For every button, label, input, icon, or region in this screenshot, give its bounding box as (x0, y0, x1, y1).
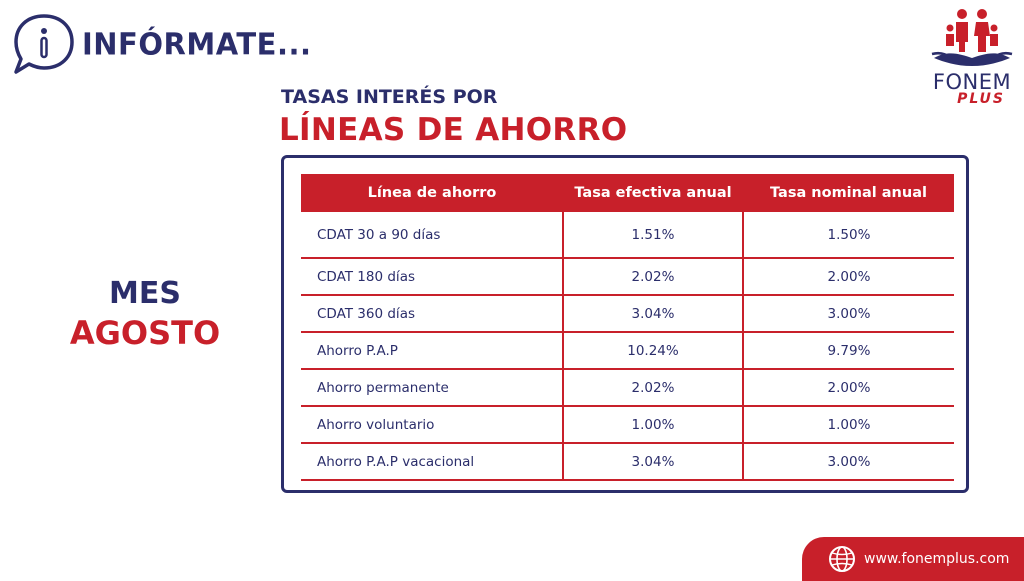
nominal-rate: 1.50% (743, 212, 954, 258)
column-header-nominal: Tasa nominal anual (743, 174, 954, 212)
effective-rate: 1.00% (563, 406, 743, 443)
savings-line-name: Ahorro P.A.P (301, 332, 563, 369)
nominal-rate: 2.00% (743, 369, 954, 406)
effective-rate: 3.04% (563, 443, 743, 480)
table-row (301, 212, 954, 258)
fonem-logo (924, 6, 1020, 116)
family-hands-icon (930, 6, 1014, 70)
logo-sub: PLUS (957, 91, 1005, 107)
effective-rate: 1.51% (563, 212, 743, 258)
savings-line-name: CDAT 360 días (301, 295, 563, 332)
table-row (301, 295, 954, 332)
logo-name: FONEM (932, 70, 1012, 94)
table-row (301, 406, 954, 443)
footer-website-badge[interactable] (802, 537, 1024, 581)
info-bubble-icon (12, 12, 76, 76)
table-header-row (301, 174, 954, 212)
page-subtitle: TASAS INTERÉS POR (281, 86, 498, 108)
table-row (301, 332, 954, 369)
effective-rate: 2.02% (563, 258, 743, 295)
nominal-rate: 3.00% (743, 295, 954, 332)
month-value: AGOSTO (69, 314, 221, 352)
savings-line-name: Ahorro permanente (301, 369, 563, 406)
effective-rate: 10.24% (563, 332, 743, 369)
page-title: LÍNEAS DE AHORRO (279, 112, 628, 148)
column-header-line: Línea de ahorro (301, 174, 563, 212)
savings-line-name: CDAT 30 a 90 días (301, 212, 563, 258)
effective-rate: 3.04% (563, 295, 743, 332)
table-row (301, 369, 954, 406)
globe-icon (828, 545, 856, 573)
table-row (301, 258, 954, 295)
header-title: INFÓRMATE... (82, 26, 312, 62)
nominal-rate: 3.00% (743, 443, 954, 480)
savings-line-name: Ahorro P.A.P vacacional (301, 443, 563, 480)
savings-line-name: Ahorro voluntario (301, 406, 563, 443)
column-header-effective: Tasa efectiva anual (563, 174, 743, 212)
website-link[interactable]: www.fonemplus.com (864, 551, 1010, 567)
savings-line-name: CDAT 180 días (301, 258, 563, 295)
rates-table (301, 174, 954, 481)
month-label: MES (109, 276, 181, 311)
effective-rate: 2.02% (563, 369, 743, 406)
header (12, 12, 312, 76)
nominal-rate: 1.00% (743, 406, 954, 443)
nominal-rate: 9.79% (743, 332, 954, 369)
table-row (301, 443, 954, 480)
nominal-rate: 2.00% (743, 258, 954, 295)
